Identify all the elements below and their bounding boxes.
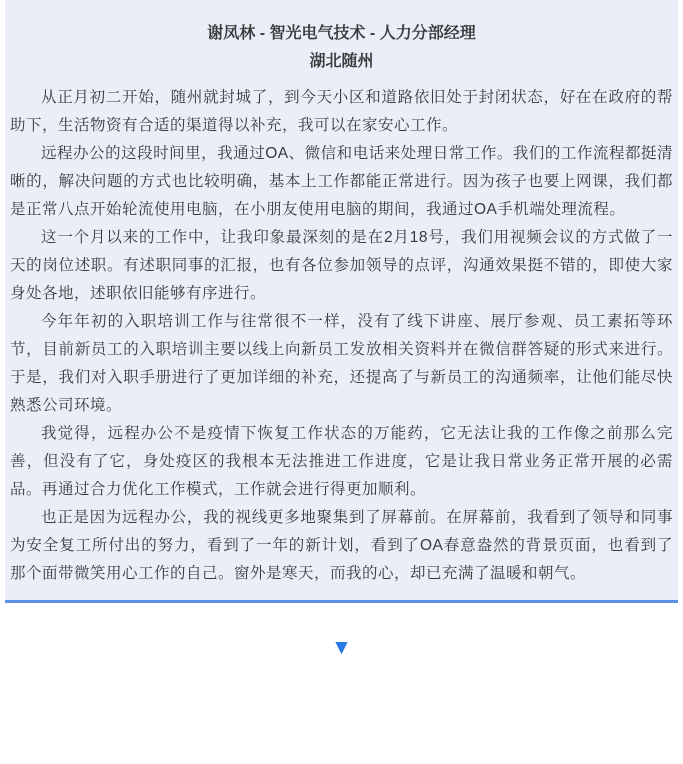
- paragraph: 我觉得，远程办公不是疫情下恢复工作状态的万能药，它无法让我的工作像之前那么完善，但没有了它，身处疫区的我根本无法推进工作进度，它是让我日常业务正常开展的必需品。再通过合力优化工作模式，工作就会进行得更加顺利。: [10, 425, 673, 498]
- paragraph: 今年年初的入职培训工作与往常很不一样，没有了线下讲座、展厅参观、员工素拓等环节，目前新员工的入职培训主要以线上向新员工发放相关资料并在微信群答疑的形式来进行。于是，我们对入职手册进行了更加详细的补充，还提高了与新员工的沟通频率，让他们能尽快熟悉公司环境。: [10, 313, 673, 414]
- author-location: 湖北随州: [309, 53, 374, 70]
- testimonial-card: [5, 0, 678, 603]
- paragraph: 这一个月以来的工作中，让我印象最深刻的是在2月18号，我们用视频会议的方式做了一天的岗位述职。有述职同事的汇报，也有各位参加领导的点评，沟通效果挺不错的，即使大家身处各地，述职依旧能够有序进行。: [10, 229, 673, 302]
- expand-more-icon[interactable]: ▼: [331, 636, 352, 659]
- paragraph: 远程办公的这段时间里，我通过OA、微信和电话来处理日常工作。我们的工作流程都挺清晰的，解决问题的方式也比较明确，基本上工作都能正常进行。因为孩子也要上网课，我们都是正常八点开始轮流使用电脑，在小朋友使用电脑的期间，我通过OA手机端处理流程。: [10, 145, 673, 218]
- paragraph: 也正是因为远程办公，我的视线更多地聚集到了屏幕前。在屏幕前，我看到了领导和同事为安全复工所付出的努力，看到了一年的新计划，看到了OA春意盎然的背景页面，也看到了那个面带微笑用心工作的自己。窗外是寒天，而我的心，却已充满了温暖和朝气。: [10, 509, 673, 582]
- author-title: 谢凤林 - 智光电气技术 - 人力分部经理: [207, 25, 476, 42]
- footer: [0, 637, 683, 659]
- article-body: [10, 84, 673, 588]
- paragraph: 从正月初二开始，随州就封城了，到今天小区和道路依旧处于封闭状态，好在在政府的帮助下，生活物资有合适的渠道得以补充，我可以在家安心工作。: [10, 89, 673, 134]
